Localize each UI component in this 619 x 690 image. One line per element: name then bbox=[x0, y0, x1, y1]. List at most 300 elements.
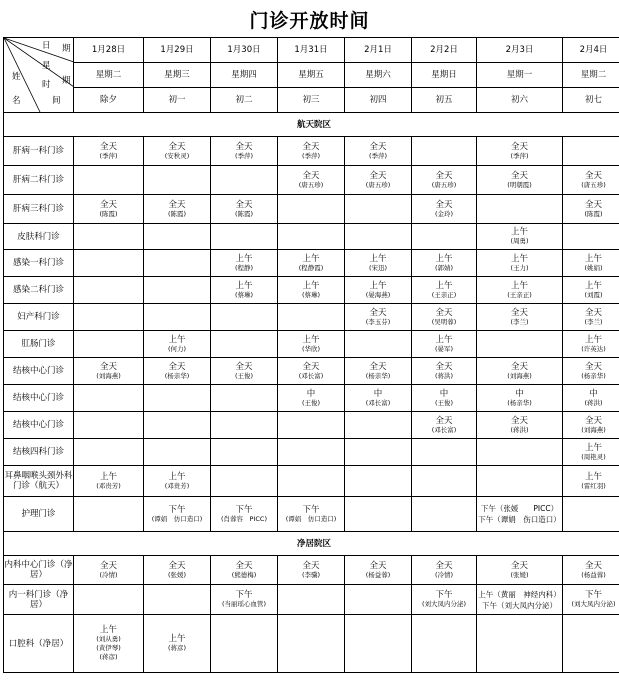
clinic-row bbox=[4, 358, 619, 385]
schedule-cell bbox=[278, 331, 345, 358]
schedule-cell bbox=[211, 137, 278, 166]
clinic-row bbox=[4, 466, 619, 497]
weekday-cell: 星期二 bbox=[74, 63, 144, 88]
schedule-cell bbox=[211, 277, 278, 304]
doctor-name: (张媛) bbox=[167, 570, 187, 579]
doctor-name: 下午（谭娟 伤口造口） bbox=[478, 515, 561, 524]
schedule-cell bbox=[412, 224, 477, 250]
schedule-cell bbox=[412, 304, 477, 331]
schedule-cell bbox=[477, 250, 563, 277]
session-time: 全天 bbox=[369, 141, 387, 152]
doctor-name: (程静霞) bbox=[298, 263, 324, 272]
doctor-name: (雷红羽) bbox=[581, 481, 606, 490]
schedule-cell bbox=[412, 585, 477, 615]
schedule-cell bbox=[345, 331, 412, 358]
doctor-name: (郭婧) bbox=[434, 263, 454, 272]
doctor-name: (刘海燕) bbox=[96, 371, 121, 380]
schedule-cell bbox=[412, 385, 477, 412]
schedule-cell bbox=[345, 556, 412, 585]
schedule-cell bbox=[477, 497, 563, 532]
schedule-cell bbox=[477, 331, 563, 358]
doctor-name: (华欣) bbox=[301, 344, 321, 353]
session-time: 全天 bbox=[369, 361, 387, 372]
schedule-cell bbox=[144, 358, 211, 385]
schedule-cell bbox=[144, 439, 211, 466]
department-name: 耳鼻咽喉头颈外科门诊（航天） bbox=[4, 466, 74, 497]
department-name: 口腔科（净居） bbox=[4, 615, 74, 673]
session-time: 全天 bbox=[99, 199, 117, 210]
corner-date-1: 日 bbox=[42, 41, 51, 51]
schedule-cell bbox=[412, 166, 477, 195]
session-time: 全天 bbox=[510, 141, 528, 152]
session-time: 全天 bbox=[510, 415, 528, 426]
clinic-row bbox=[4, 585, 619, 615]
session-time: 上午 bbox=[168, 334, 186, 345]
doctor-name: (谭娟 仿口造口) bbox=[151, 514, 203, 523]
department-name: 内科中心门诊（净居） bbox=[4, 556, 74, 585]
clinic-row bbox=[4, 439, 619, 466]
doctor-name: (杨亲华) bbox=[365, 371, 391, 380]
schedule-cell bbox=[144, 497, 211, 532]
session-time: 上午 bbox=[584, 442, 602, 453]
session-time: 上午 bbox=[235, 280, 253, 291]
schedule-cell bbox=[278, 385, 345, 412]
clinic-row bbox=[4, 137, 619, 166]
session-time: 上午 bbox=[235, 253, 253, 264]
session-time: 全天 bbox=[435, 415, 453, 426]
session-time: 上午 bbox=[435, 280, 453, 291]
session-time: 全天 bbox=[168, 199, 186, 210]
schedule-cell bbox=[477, 358, 563, 385]
session-time: 上午 bbox=[510, 253, 528, 264]
weekday-cell: 星期一 bbox=[477, 63, 563, 88]
session-time: 全天 bbox=[510, 361, 528, 372]
schedule-cell bbox=[278, 195, 345, 224]
schedule-cell bbox=[563, 385, 619, 412]
weekday-cell: 星期日 bbox=[412, 63, 477, 88]
session-time: 全天 bbox=[584, 170, 602, 181]
department-name: 结核四科门诊 bbox=[4, 439, 74, 466]
schedule-cell bbox=[278, 497, 345, 532]
doctor-name: (唐五珍) bbox=[365, 180, 391, 189]
lunar-cell: 初二 bbox=[211, 88, 278, 113]
schedule-cell bbox=[74, 358, 144, 385]
date-cell: 2月1日 bbox=[345, 38, 412, 63]
section-hangtian bbox=[4, 113, 619, 137]
department-name: 内一科门诊（净居） bbox=[4, 585, 74, 615]
clinic-row bbox=[4, 331, 619, 358]
lunar-cell: 初四 bbox=[345, 88, 412, 113]
doctor-name: (谭娟 仿口造口) bbox=[285, 514, 337, 523]
clinic-row bbox=[4, 166, 619, 195]
schedule-cell bbox=[211, 466, 278, 497]
date-cell: 1月29日 bbox=[144, 38, 211, 63]
weekday-cell: 星期四 bbox=[211, 63, 278, 88]
doctor-name: (杨亲华) bbox=[507, 398, 532, 407]
schedule-cell bbox=[477, 304, 563, 331]
doctor-name: (晏军) bbox=[434, 344, 454, 353]
schedule-cell bbox=[345, 304, 412, 331]
schedule-cell bbox=[563, 137, 619, 166]
schedule-cell bbox=[74, 224, 144, 250]
lunar-cell: 初一 bbox=[144, 88, 211, 113]
schedule-cell bbox=[144, 224, 211, 250]
schedule-cell bbox=[563, 195, 619, 224]
doctor-name: (杨亲华) bbox=[581, 371, 606, 380]
session-time: 上午 bbox=[302, 280, 320, 291]
schedule-cell bbox=[477, 615, 563, 673]
schedule-table bbox=[3, 37, 619, 673]
lunar-cell: 初六 bbox=[477, 88, 563, 113]
schedule-cell bbox=[412, 195, 477, 224]
schedule-cell bbox=[412, 277, 477, 304]
schedule-cell bbox=[74, 439, 144, 466]
doctor-name: (刘霞) bbox=[584, 290, 603, 299]
session-time: 全天 bbox=[435, 170, 453, 181]
doctor-name: (黄伊琴) bbox=[96, 644, 121, 652]
clinic-row bbox=[4, 304, 619, 331]
doctor-name: (刘从勇) bbox=[96, 635, 121, 643]
doctor-name: (金玲) bbox=[434, 209, 454, 218]
department-name: 妇产科门诊 bbox=[4, 304, 74, 331]
session-time: 全天 bbox=[168, 141, 186, 152]
session-time: 全天 bbox=[302, 361, 320, 372]
doctor-name: (邓贵芳) bbox=[96, 481, 121, 490]
doctor-name: (李骥) bbox=[301, 570, 321, 579]
date-cell: 2月4日 bbox=[563, 38, 619, 63]
schedule-cell bbox=[74, 466, 144, 497]
doctor-name: (周勇) bbox=[510, 237, 529, 245]
schedule-cell bbox=[278, 277, 345, 304]
doctor-name: (杨益蓉) bbox=[365, 570, 391, 579]
corner-week-1: 星 bbox=[42, 61, 51, 71]
schedule-cell bbox=[412, 615, 477, 673]
doctor-name: (蒋彦) bbox=[99, 653, 118, 661]
schedule-cell bbox=[211, 195, 278, 224]
schedule-cell bbox=[563, 224, 619, 250]
page-title: 门诊开放时间 bbox=[249, 10, 370, 32]
schedule-cell bbox=[74, 137, 144, 166]
schedule-cell bbox=[278, 556, 345, 585]
doctor-name: (许英达) bbox=[581, 344, 606, 353]
session-time: 中 bbox=[306, 388, 316, 399]
doctor-name: (王俊) bbox=[301, 398, 321, 407]
corner-date-2: 期 bbox=[62, 44, 71, 54]
session-time: 全天 bbox=[235, 199, 253, 210]
doctor-name: (李兰) bbox=[584, 317, 603, 326]
session-time: 全天 bbox=[584, 361, 602, 372]
schedule-cell bbox=[144, 466, 211, 497]
department-name: 结核中心门诊 bbox=[4, 358, 74, 385]
schedule-cell bbox=[412, 412, 477, 439]
doctor-name: (杨亲华) bbox=[164, 371, 190, 380]
schedule-cell bbox=[278, 166, 345, 195]
session-time: 中 bbox=[515, 388, 524, 399]
clinic-row bbox=[4, 615, 619, 673]
doctor-name: (晏海燕) bbox=[365, 290, 391, 299]
schedule-cell bbox=[144, 304, 211, 331]
corner-time-1: 时 bbox=[42, 80, 51, 90]
session-time: 上午 bbox=[302, 253, 320, 264]
doctor-name: (宋迅) bbox=[368, 263, 388, 272]
schedule-cell bbox=[211, 412, 278, 439]
doctor-name: (蒋洪) bbox=[434, 371, 454, 380]
schedule-cell bbox=[74, 412, 144, 439]
doctor-name: (杨益蓉) bbox=[581, 570, 606, 579]
schedule-cell bbox=[345, 466, 412, 497]
schedule-cell bbox=[211, 224, 278, 250]
session-time: 上午 bbox=[584, 253, 602, 264]
doctor-name: (李玉芬) bbox=[365, 317, 391, 326]
schedule-cell bbox=[345, 250, 412, 277]
doctor-name: (季萍) bbox=[368, 151, 388, 160]
doctor-name: (程静) bbox=[234, 263, 254, 272]
session-time: 上午 bbox=[369, 280, 387, 291]
session-time: 下午 bbox=[235, 504, 253, 515]
doctor-name: (肖蓉容 PICC) bbox=[221, 514, 267, 523]
doctor-name: (蔡琳) bbox=[234, 290, 254, 299]
doctor-name: (唐五珍) bbox=[431, 180, 457, 189]
schedule-cell bbox=[563, 412, 619, 439]
schedule-cell bbox=[412, 250, 477, 277]
doctor-name: (陈霞) bbox=[234, 209, 254, 218]
doctor-name: (王俊) bbox=[234, 371, 254, 380]
doctor-name: (唐五珍) bbox=[581, 180, 606, 189]
session-time: 下午 bbox=[584, 590, 602, 600]
schedule-cell bbox=[477, 585, 563, 615]
schedule-cell bbox=[412, 439, 477, 466]
session-time: 全天 bbox=[435, 361, 453, 372]
schedule-cell bbox=[278, 137, 345, 166]
doctor-name: (陈霞) bbox=[99, 209, 118, 218]
schedule-cell bbox=[211, 385, 278, 412]
doctor-name: (周艳灵) bbox=[581, 452, 606, 461]
date-row bbox=[4, 38, 619, 63]
schedule-cell bbox=[211, 250, 278, 277]
department-name: 结核中心门诊 bbox=[4, 412, 74, 439]
session-time: 上午 bbox=[584, 334, 602, 345]
schedule-cell bbox=[563, 497, 619, 532]
department-name: 肝病一科门诊 bbox=[4, 137, 74, 166]
doctor-name: (刘大凤内分泌) bbox=[421, 600, 467, 608]
schedule-cell bbox=[345, 439, 412, 466]
schedule-cell bbox=[345, 585, 412, 615]
doctor-name: (张媛) bbox=[510, 570, 529, 579]
session-time: 上午 bbox=[584, 471, 602, 482]
schedule-cell bbox=[144, 137, 211, 166]
schedule-cell bbox=[211, 556, 278, 585]
schedule-cell bbox=[563, 304, 619, 331]
schedule-cell bbox=[74, 277, 144, 304]
doctor-name: (冷情) bbox=[99, 570, 118, 579]
lunar-cell: 除夕 bbox=[74, 88, 144, 113]
clinic-row bbox=[4, 224, 619, 250]
lunar-cell: 初五 bbox=[412, 88, 477, 113]
department-name: 肝病三科门诊 bbox=[4, 195, 74, 224]
schedule-cell bbox=[345, 224, 412, 250]
session-time: 全天 bbox=[435, 560, 453, 571]
session-time: 上午 bbox=[510, 280, 528, 291]
schedule-cell bbox=[144, 556, 211, 585]
doctor-name: (李兰) bbox=[510, 317, 529, 326]
doctor-name: (唐五珍) bbox=[298, 180, 324, 189]
department-name: 肝病二科门诊 bbox=[4, 166, 74, 195]
schedule-cell bbox=[144, 331, 211, 358]
schedule-cell bbox=[477, 166, 563, 195]
schedule-cell bbox=[412, 466, 477, 497]
section-jingju bbox=[4, 532, 619, 556]
schedule-cell bbox=[211, 166, 278, 195]
corner-name-1: 姓 bbox=[12, 72, 21, 82]
session-time: 上午 bbox=[369, 253, 387, 264]
doctor-name: (姚娟) bbox=[584, 263, 603, 272]
schedule-cell bbox=[74, 331, 144, 358]
doctor-name: (季萍) bbox=[510, 151, 529, 160]
doctor-name: 下午（刘大凤内分泌） bbox=[482, 600, 557, 610]
department-name: 护理门诊 bbox=[4, 497, 74, 532]
session-time: 全天 bbox=[369, 307, 387, 318]
schedule-cell bbox=[477, 277, 563, 304]
schedule-cell bbox=[278, 358, 345, 385]
schedule-cell bbox=[345, 137, 412, 166]
schedule-cell bbox=[144, 195, 211, 224]
schedule-cell bbox=[211, 615, 278, 673]
schedule-cell bbox=[477, 385, 563, 412]
session-time: 全天 bbox=[584, 415, 602, 426]
clinic-row bbox=[4, 497, 619, 532]
clinic-row bbox=[4, 385, 619, 412]
date-cell: 2月2日 bbox=[412, 38, 477, 63]
weekday-cell: 星期五 bbox=[278, 63, 345, 88]
session-time: 全天 bbox=[435, 199, 453, 210]
schedule-cell bbox=[144, 277, 211, 304]
schedule-cell bbox=[477, 466, 563, 497]
schedule-cell bbox=[563, 277, 619, 304]
session-time: 全天 bbox=[235, 560, 253, 571]
session-time: 全天 bbox=[369, 560, 387, 571]
session-time: 全天 bbox=[584, 307, 602, 318]
doctor-name: (王亲正) bbox=[431, 290, 457, 299]
doctor-name: (熊德梅) bbox=[231, 570, 257, 579]
schedule-cell bbox=[144, 250, 211, 277]
schedule-cell bbox=[278, 250, 345, 277]
schedule-cell bbox=[211, 497, 278, 532]
schedule-cell bbox=[412, 556, 477, 585]
schedule-cell bbox=[563, 585, 619, 615]
schedule-cell bbox=[412, 497, 477, 532]
doctor-name: (何力) bbox=[167, 344, 187, 353]
schedule-cell bbox=[278, 304, 345, 331]
session-time: 全天 bbox=[99, 560, 117, 571]
department-name: 肛肠门诊 bbox=[4, 331, 74, 358]
schedule-cell bbox=[345, 277, 412, 304]
schedule-cell bbox=[278, 585, 345, 615]
session-time: 全天 bbox=[510, 307, 528, 318]
schedule-cell bbox=[563, 466, 619, 497]
schedule-cell bbox=[74, 385, 144, 412]
schedule-cell bbox=[74, 166, 144, 195]
doctor-name: (蒋洪) bbox=[584, 398, 603, 407]
date-cell: 1月30日 bbox=[211, 38, 278, 63]
session-time: 全天 bbox=[302, 141, 320, 152]
corner-time-2: 间 bbox=[52, 96, 61, 106]
clinic-row bbox=[4, 412, 619, 439]
corner-cell bbox=[4, 38, 74, 113]
lunar-cell: 初七 bbox=[563, 88, 619, 113]
schedule-cell bbox=[74, 585, 144, 615]
department-name: 结核中心门诊 bbox=[4, 385, 74, 412]
clinic-row bbox=[4, 556, 619, 585]
session-time: 上午 bbox=[435, 253, 453, 264]
schedule-cell bbox=[211, 331, 278, 358]
session-time: 上午 bbox=[99, 625, 117, 635]
schedule-cell bbox=[477, 195, 563, 224]
clinic-row bbox=[4, 195, 619, 224]
session-time: 上午 bbox=[302, 334, 320, 345]
session-time: 全天 bbox=[168, 361, 186, 372]
session-time: 中 bbox=[439, 388, 449, 399]
date-cell: 2月3日 bbox=[477, 38, 563, 63]
doctor-name: (王力) bbox=[510, 263, 529, 272]
schedule-cell bbox=[345, 412, 412, 439]
schedule-cell bbox=[74, 615, 144, 673]
schedule-cell bbox=[345, 385, 412, 412]
date-cell: 1月31日 bbox=[278, 38, 345, 63]
doctor-name: (蔡琳) bbox=[301, 290, 321, 299]
doctor-name: (季萍) bbox=[99, 151, 118, 160]
schedule-cell bbox=[345, 195, 412, 224]
doctor-name: (刘海燕) bbox=[507, 371, 532, 380]
schedule-cell bbox=[144, 385, 211, 412]
doctor-name: (季萍) bbox=[234, 151, 254, 160]
schedule-cell bbox=[563, 556, 619, 585]
session-time: 全天 bbox=[369, 170, 387, 181]
schedule-cell bbox=[563, 358, 619, 385]
session-time: 全天 bbox=[510, 170, 528, 181]
schedule-cell bbox=[412, 137, 477, 166]
lunar-row bbox=[4, 88, 619, 113]
doctor-name: (陈霞) bbox=[167, 209, 187, 218]
session-time: 上午 bbox=[510, 227, 528, 237]
clinic-row bbox=[4, 277, 619, 304]
doctor-name: (王亲正) bbox=[507, 290, 532, 299]
doctor-name: (王俊) bbox=[434, 398, 454, 407]
session-time: 全天 bbox=[99, 141, 117, 152]
session-time: 上午 bbox=[584, 280, 602, 291]
session-time: 上午 bbox=[168, 471, 186, 482]
schedule-cell bbox=[563, 331, 619, 358]
schedule-cell bbox=[211, 585, 278, 615]
session-time: 全天 bbox=[435, 307, 453, 318]
session-time: 全天 bbox=[235, 361, 253, 372]
corner-week-2: 期 bbox=[62, 76, 71, 86]
doctor-name: (蒋洪) bbox=[510, 425, 529, 434]
doctor-name: (刘大凤内分泌) bbox=[571, 600, 616, 608]
doctor-name: (邓贵芳) bbox=[164, 481, 190, 490]
doctor-name: (明朝霞) bbox=[507, 180, 532, 189]
schedule-cell bbox=[563, 166, 619, 195]
section-title: 航天院区 bbox=[4, 113, 619, 137]
schedule-cell bbox=[412, 358, 477, 385]
schedule-cell bbox=[144, 615, 211, 673]
schedule-cell bbox=[144, 166, 211, 195]
doctor-name: (季萍) bbox=[301, 151, 321, 160]
session-time: 全天 bbox=[99, 361, 117, 372]
doctor-name: (冷情) bbox=[434, 570, 454, 579]
schedule-cell bbox=[211, 358, 278, 385]
doctor-name: (邓长富) bbox=[298, 371, 324, 380]
weekday-row bbox=[4, 63, 619, 88]
